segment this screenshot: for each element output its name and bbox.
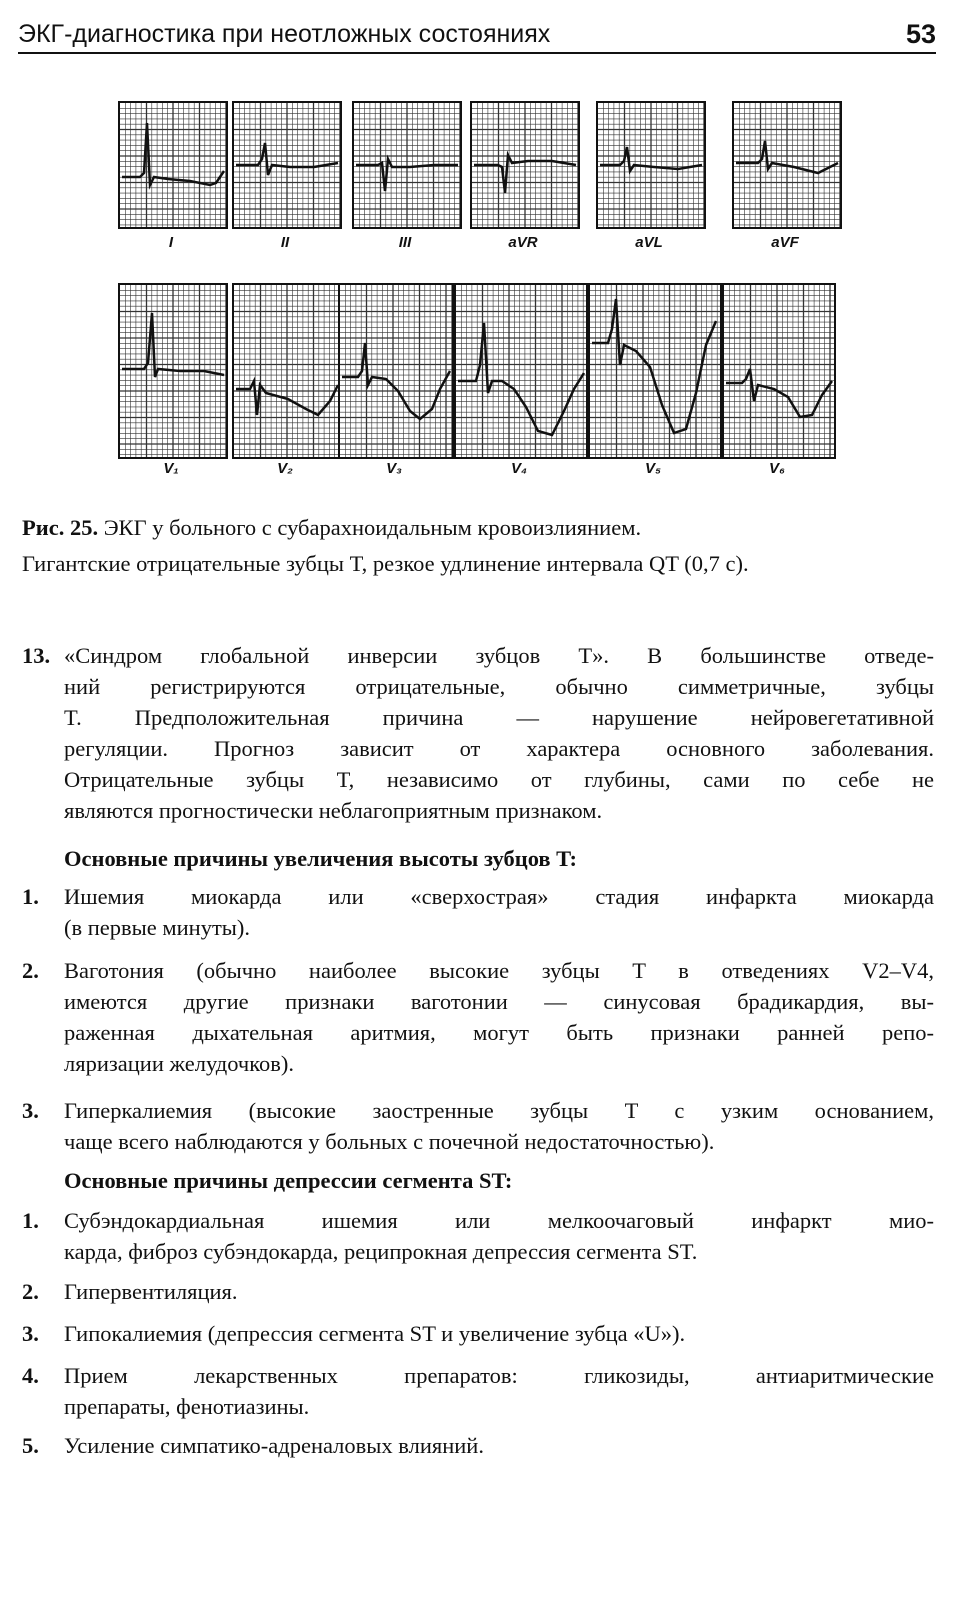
figure-caption-line-1 — [22, 512, 942, 544]
ecg-trace-V1 — [118, 283, 228, 459]
ecg-trace-V2 — [232, 283, 342, 459]
t-item-1-line: (в первые минуты). — [64, 915, 251, 940]
st-item-3-number: 3. — [22, 1321, 39, 1346]
item-13-number: 13. — [22, 643, 51, 668]
ecg-trace-V6 — [722, 283, 836, 459]
lead-label-aVR: aVR — [508, 234, 538, 251]
t-item-3-text — [64, 1095, 934, 1157]
st-item-4-text — [64, 1360, 934, 1422]
ecg-trace-II — [232, 101, 342, 229]
running-title: ЭКГ-диагностика при неотложных состояниях — [18, 20, 551, 48]
ecg-trace-aVL — [596, 101, 706, 229]
st-item-3-line: Гипокалиемия (депрессия сегмента ST и увеличение зубца «U»). — [64, 1321, 686, 1346]
t-item-1-line: Ишемия миокарда или «сверхострая» стадия инфаркта миокарда — [64, 884, 934, 909]
ecg-trace-V5 — [588, 283, 722, 459]
lead-label-I: I — [168, 234, 174, 251]
item-13-line: являются прогностически неблагоприятным признаком. — [64, 798, 603, 823]
lead-label-aVL: aVL — [635, 234, 663, 251]
st-item-4-number: 4. — [22, 1363, 39, 1388]
lead-label-V1: V₁ — [163, 460, 179, 477]
lead-label-III: III — [398, 234, 412, 251]
figure-caption-text: ЭКГ у больного с субарахноидальным кровоизлиянием. — [103, 515, 642, 540]
st-item-4-line: препараты, фенотиазины. — [64, 1394, 310, 1419]
st-item-2-line: Гипервентиляция. — [64, 1279, 238, 1304]
ecg-trace-aVF — [732, 101, 842, 229]
st-item-2-text — [64, 1276, 934, 1307]
t-item-2-line: имеются другие признаки ваготонии — синусовая брадикардия, вы- — [64, 989, 934, 1014]
st-item-4-line: Прием лекарственных препаратов: гликозиды, антиаритмические — [64, 1363, 934, 1388]
figure-caption — [22, 512, 942, 580]
ecg-trace-III — [352, 101, 462, 229]
t-item-2-line: раженная дыхательная аритмия, могут быть признаки ранней репо- — [64, 1020, 934, 1045]
st-item-1-text — [64, 1205, 934, 1267]
st-item-2-number: 2. — [22, 1279, 39, 1304]
ecg-trace-aVR — [470, 101, 580, 229]
st-item-5-number: 5. — [22, 1433, 39, 1458]
section-st-heading: Основные причины депрессии сегмента ST: — [64, 1168, 513, 1193]
st-item-3-text — [64, 1318, 934, 1349]
ecg-trace-I — [118, 101, 228, 229]
lead-label-V6: V₆ — [769, 460, 785, 477]
st-item-1-number: 1. — [22, 1208, 39, 1233]
st-item-5-line: Усиление симпатико-адреналовых влияний. — [64, 1433, 484, 1458]
t-item-3-number: 3. — [22, 1098, 39, 1123]
figure-caption-line-2: Гигантские отрицательные зубцы T, резкое удлинение интервала QT (0,7 с). — [22, 551, 749, 576]
t-item-2-text — [64, 955, 934, 1079]
item-13-line: T. Предположительная причина — нарушение нейровегетативной — [64, 705, 934, 730]
item-13-line: ний регистрируются отрицательные, обычно симметричные, зубцы — [64, 674, 934, 699]
running-header — [18, 18, 936, 54]
st-item-1-line: Субэндокардиальная ишемия или мелкоочаговый инфаркт мио- — [64, 1208, 934, 1233]
page-number: 53 — [905, 19, 936, 49]
lead-label-V3: V₃ — [386, 460, 402, 477]
t-item-3-line: чаще всего наблюдаются у больных с почечной недостаточностью). — [64, 1129, 715, 1154]
item-13-line: регуляции. Прогноз зависит от характера основного заболевания. — [64, 736, 934, 761]
t-item-3-line: Гиперкалиемия (высокие заостренные зубцы T с узким основанием, — [64, 1098, 934, 1123]
st-item-5-text — [64, 1430, 934, 1461]
t-item-2-number: 2. — [22, 958, 39, 983]
item-13-line: «Синдром глобальной инверсии зубцов T». В большинстве отведе- — [64, 643, 934, 668]
lead-label-II: II — [280, 234, 290, 251]
item-13-text — [64, 640, 934, 826]
t-item-1-number: 1. — [22, 884, 39, 909]
lead-label-V5: V₅ — [645, 460, 661, 477]
ecg-row-chest-leads — [0, 280, 971, 480]
st-item-1-line: карда, фиброз субэндокарда, реципрокная депрессия сегмента ST. — [64, 1239, 698, 1264]
t-item-2-line: ляризации желудочков). — [64, 1051, 294, 1076]
item-13-line: Отрицательные зубцы T, независимо от глубины, сами по себе не — [64, 767, 934, 792]
ecg-trace-V4 — [454, 283, 588, 459]
ecg-row-limb-leads — [0, 98, 971, 268]
lead-label-V4: V₄ — [510, 460, 527, 477]
t-item-1-text — [64, 881, 934, 943]
t-item-2-line: Ваготония (обычно наиболее высокие зубцы T в отведениях V2–V4, — [64, 958, 934, 983]
lead-label-aVF: aVF — [771, 234, 799, 251]
section-t-heading: Основные причины увеличения высоты зубцов T: — [64, 846, 577, 871]
ecg-trace-V3 — [338, 283, 454, 459]
figure-caption-label: Рис. 25. — [22, 515, 99, 540]
lead-label-V2: V₂ — [277, 460, 293, 477]
